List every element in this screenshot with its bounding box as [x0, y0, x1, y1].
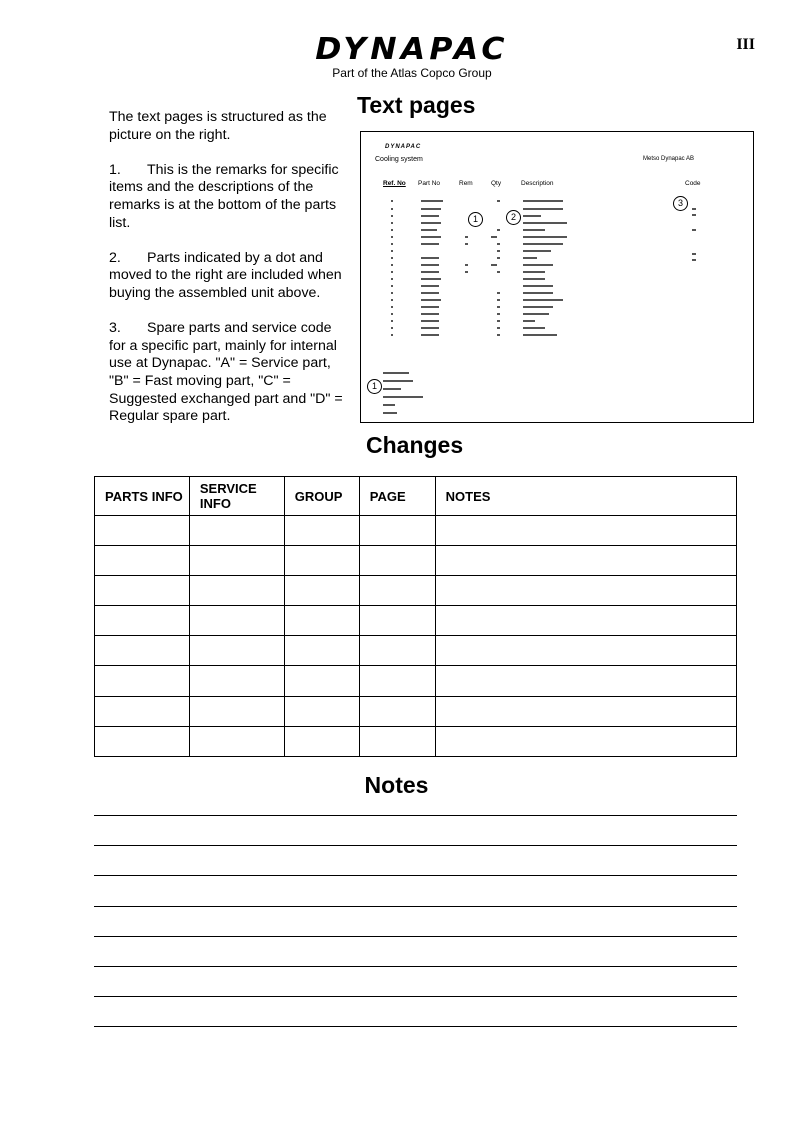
example-col-ref: Ref. No [383, 180, 406, 187]
marker-1-circle: 1 [468, 212, 483, 227]
example-col-desc: Description [521, 180, 554, 187]
example-title: Cooling system [375, 156, 423, 163]
example-col-qty: Qty [491, 180, 502, 187]
col-service-info: SERVICE INFO [189, 477, 284, 516]
item-number: 2. [109, 249, 121, 266]
col-notes: NOTES [435, 477, 736, 516]
col-page: PAGE [359, 477, 435, 516]
intro-text [109, 109, 349, 443]
changes-header-row [95, 477, 737, 516]
item-text: Spare parts and service code for a specific part, mainly for internal use at Dynapac. "A" = Service part, "B" = Fast moving part, "C" = Suggested exchanged part and "D" = Regular spare part. [109, 320, 343, 425]
note-line [94, 936, 737, 937]
item-number: 1. [109, 161, 121, 178]
dynapac-logo: DYNAPAC [315, 32, 509, 67]
example-col-partno: Part No [418, 180, 441, 187]
item-text: This is the remarks for specific items and the descriptions of the remarks is at the bottom of the parts list. [109, 161, 339, 231]
note-line [94, 966, 737, 967]
table-row [95, 516, 737, 546]
table-row [95, 666, 737, 696]
intro-paragraph-2 [109, 162, 349, 232]
example-col-rem: Rem [459, 180, 473, 187]
intro-paragraph-1: The text pages is structured as the picture on the right. [109, 109, 327, 143]
intro-paragraph-3 [109, 250, 349, 303]
page-number: III [736, 36, 755, 53]
table-row [95, 636, 737, 666]
example-page-thumbnail [360, 131, 754, 423]
table-row [95, 576, 737, 606]
changes-table [94, 476, 737, 757]
table-row [95, 546, 737, 576]
col-group: GROUP [284, 477, 359, 516]
item-number: 3. [109, 320, 121, 337]
logo-tagline: Part of the Atlas Copco Group [332, 66, 492, 80]
marker-3-circle: 3 [673, 196, 688, 211]
notes-heading: Notes [364, 772, 429, 798]
example-list-rows [361, 132, 753, 422]
table-row [95, 696, 737, 726]
col-parts-info: PARTS INFO [95, 477, 190, 516]
note-line [94, 906, 737, 907]
changes-heading: Changes [366, 432, 464, 458]
intro-paragraph-4 [109, 320, 349, 426]
item-text: Parts indicated by a dot and moved to the right are included when buying the assembled unit above. [109, 249, 342, 301]
marker-1-remark-circle: 1 [367, 379, 382, 394]
note-line [94, 845, 737, 846]
note-line [94, 875, 737, 876]
marker-2-circle: 2 [506, 210, 521, 225]
note-line [94, 996, 737, 997]
note-line [94, 1026, 737, 1027]
note-line [94, 815, 737, 816]
table-row [95, 606, 737, 636]
table-row [95, 726, 737, 756]
example-logo: DYNAPAC [385, 144, 422, 150]
example-right-title: Metso Dynapac AB [643, 156, 695, 162]
example-col-code: Code [685, 180, 701, 187]
text-pages-heading: Text pages [357, 92, 476, 118]
